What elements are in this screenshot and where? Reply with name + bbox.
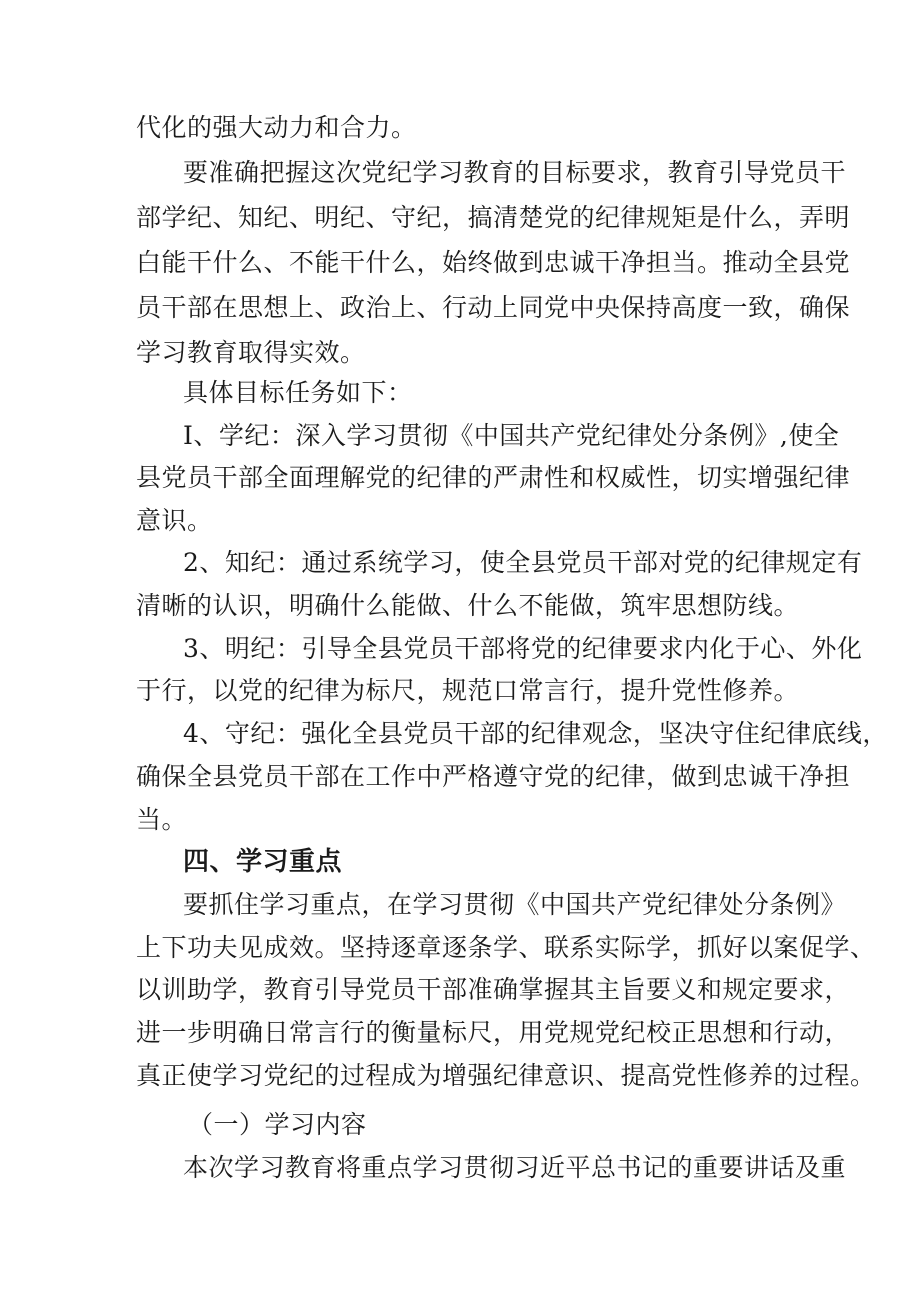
- list-item-line: I、学纪：深入学习贯彻《中国共产党纪律处分条例》,使全: [183, 421, 840, 450]
- paragraph-line: 具体目标任务如下：: [183, 378, 413, 407]
- list-item-line: 当。: [136, 805, 188, 834]
- paragraph-line: 员干部在思想上、政治上、行动上同党中央保持高度一致，确保: [136, 293, 851, 322]
- list-item-line: 于行，以党的纪律为标尺，规范口常言行，提升党性修养。: [136, 676, 800, 705]
- paragraph-line: 部学纪、知纪、明纪、守纪，搞清楚党的纪律规矩是什么，弄明: [136, 203, 851, 232]
- list-item-line: 2、知纪：通过系统学习，使全县党员干部对党的纪律规定有: [183, 548, 863, 577]
- list-item-line: 4、守纪：强化全县党员干部的纪律观念，坚决守住纪律底线，: [183, 719, 888, 748]
- list-item-line: 3、明纪：引导全县党员干部将党的纪律要求内化于心、外化: [183, 634, 863, 663]
- paragraph-line: 以训助学，教育引导党员干部准确掌握其主旨要义和规定要求，: [136, 975, 851, 1004]
- paragraph-line: 进一步明确日常言行的衡量标尺，用党规党纪校正思想和行动，: [136, 1018, 851, 1047]
- paragraph-line: 学习教育取得实效。: [136, 338, 366, 367]
- list-item-line: 县党员干部全面理解党的纪律的严肃性和权威性，切实增强纪律: [136, 463, 851, 492]
- paragraph-line: 本次学习教育将重点学习贯彻习近平总书记的重要讲话及重: [183, 1153, 847, 1182]
- list-item-line: 意识。: [136, 506, 213, 535]
- list-item-line: 清晰的认识，明确什么能做、什么不能做，筑牢思想防线。: [136, 591, 800, 620]
- paragraph-line: 代化的强大动力和合力。: [136, 113, 417, 142]
- paragraph-line: 要准确把握这次党纪学习教育的目标要求，教育引导党员干: [183, 158, 847, 187]
- list-item-line: 确保全县党员干部在工作中严格遵守党的纪律，做到忠诚干净担: [136, 762, 851, 791]
- section-heading: 四、学习重点: [183, 847, 343, 877]
- paragraph-line: 上下功夫见成效。坚持逐章逐条学、联系实际学，抓好以案促学、: [136, 933, 876, 962]
- paragraph-line: 真正使学习党纪的过程成为增强纪律意识、提高党性修养的过程。: [136, 1061, 876, 1090]
- subsection-heading: （一）学习内容: [188, 1110, 367, 1139]
- paragraph-line: 要抓住学习重点，在学习贯彻《中国共产党纪律处分条例》: [183, 890, 847, 919]
- paragraph-line: 白能干什么、不能干什么，始终做到忠诚干净担当。推动全县党: [136, 248, 851, 277]
